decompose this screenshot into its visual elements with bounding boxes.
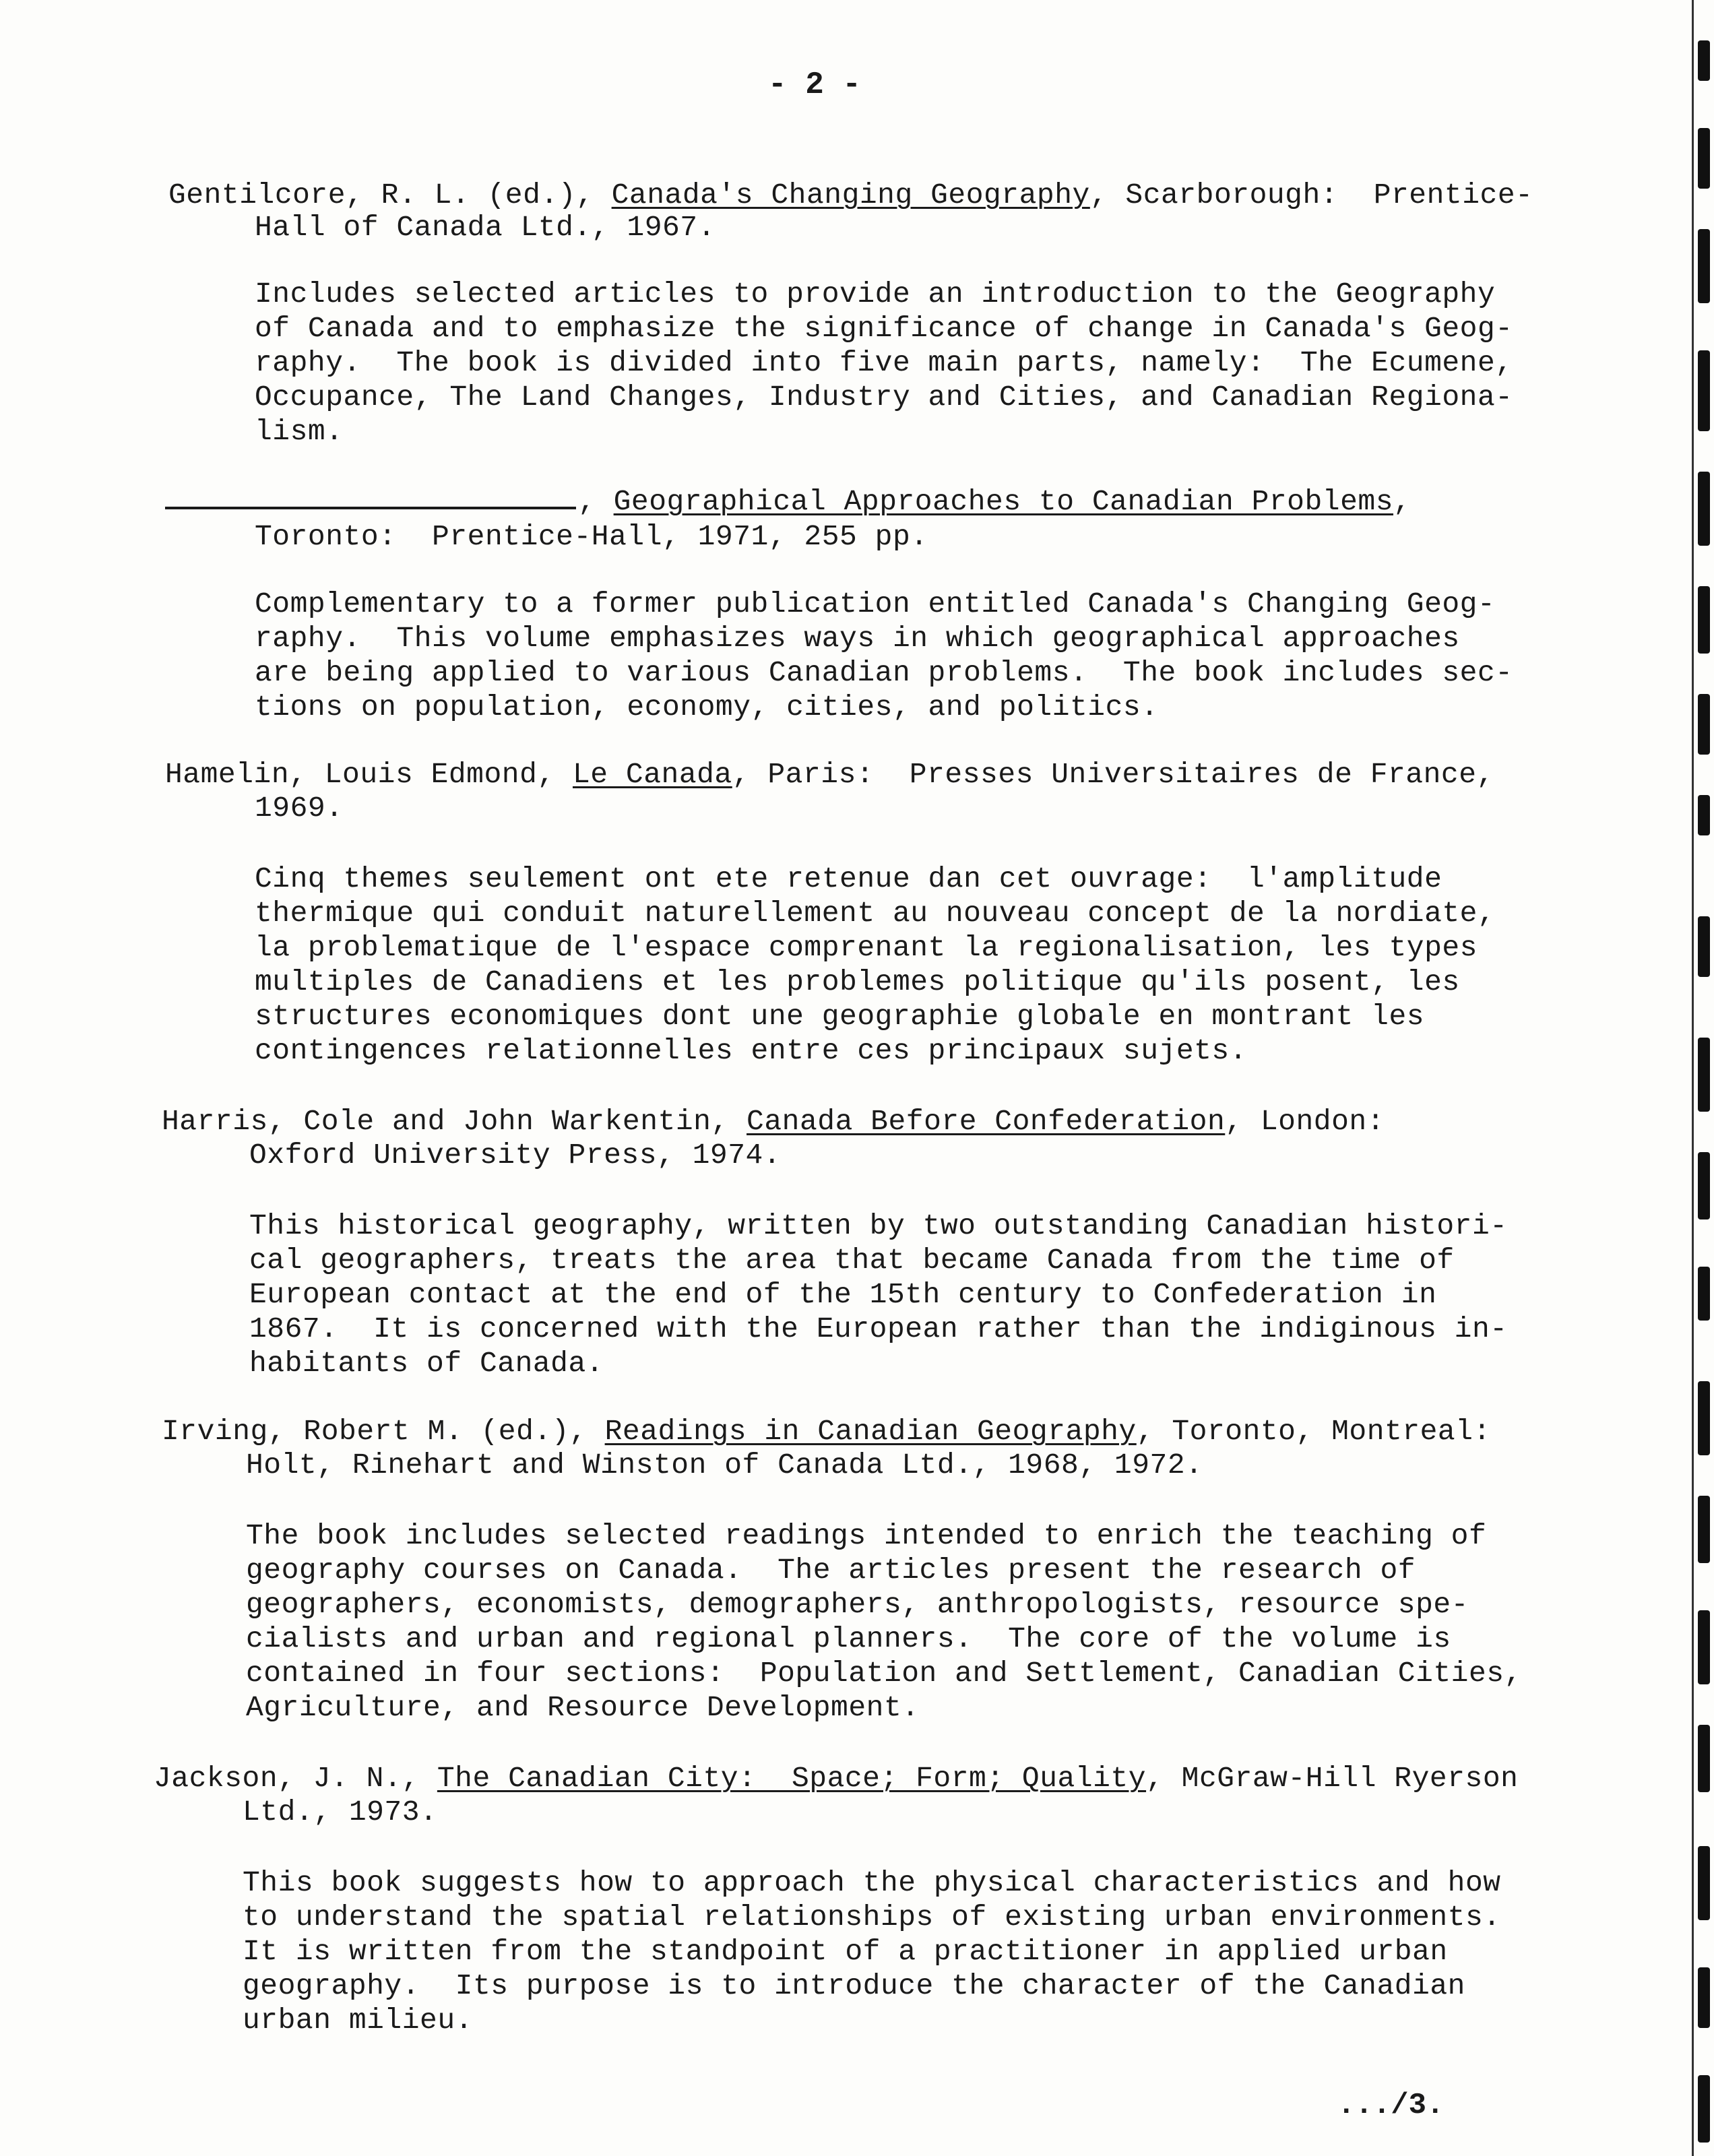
binder-mark <box>1698 795 1710 835</box>
annotation-line: urban milieu. <box>243 2004 473 2037</box>
citation-publisher: , Toronto, Montreal: <box>1136 1415 1491 1448</box>
citation-publisher: Ltd., 1973. <box>243 1796 438 1829</box>
citation-publisher: Hall of Canada Ltd., 1967. <box>255 211 716 244</box>
annotation-line: It is written from the standpoint of a practitioner in applied urban <box>243 1935 1448 1968</box>
annotation-line: This book suggests how to approach the physical characteristics and how <box>243 1866 1501 1899</box>
binder-edge-line <box>1692 0 1694 2156</box>
citation-punct: , <box>1393 485 1411 518</box>
annotation-line: geography courses on Canada. The articles present the research of <box>246 1554 1416 1587</box>
annotation-line: Complementary to a former publication entitled Canada's Changing Geog- <box>255 588 1496 621</box>
citation-line <box>246 1449 1203 1482</box>
citation-publisher: , Scarborough: Prentice- <box>1089 179 1533 212</box>
citation-title: The Canadian City: Space; Form; Quality <box>437 1762 1147 1795</box>
annotation-line: The book includes selected readings intended to enrich the teaching of <box>246 1519 1487 1552</box>
binder-mark <box>1698 1152 1710 1219</box>
citation-publisher: Oxford University Press, 1974. <box>249 1139 782 1172</box>
annotation-line: European contact at the end of the 15th century to Confederation in <box>249 1278 1437 1311</box>
annotation-line: Cinq themes seulement ont ete retenue dan cet ouvrage: l'amplitude <box>255 862 1442 895</box>
binder-mark <box>1698 2075 1710 2143</box>
citation-author: Hamelin, Louis Edmond, <box>165 758 573 791</box>
annotation-line: This historical geography, written by two outstanding Canadian histori- <box>249 1209 1508 1242</box>
citation-line <box>162 1105 1385 1139</box>
annotation-line: Includes selected articles to provide an introduction to the Geography <box>255 278 1496 311</box>
citation-line <box>255 520 928 554</box>
continuation-marker: .../3. <box>1337 2089 1445 2122</box>
citation-author: Gentilcore, R. L. (ed.), <box>168 179 612 212</box>
author-repeat-rule <box>165 507 576 509</box>
citation-line <box>168 179 1533 212</box>
binder-mark <box>1698 229 1710 303</box>
binder-mark <box>1698 1610 1710 1684</box>
annotation-line: of Canada and to emphasize the significance of change in Canada's Geog- <box>255 312 1513 345</box>
citation-title: Readings in Canadian Geography <box>604 1415 1137 1448</box>
binder-mark <box>1698 40 1710 81</box>
binder-mark <box>1698 1846 1710 1920</box>
annotation-line: raphy. The book is divided into five main parts, namely: The Ecumene, <box>255 346 1513 379</box>
annotation-line: la problematique de l'espace comprenant la regionalisation, les types <box>255 931 1478 964</box>
annotation-line: geography. Its purpose is to introduce the character of the Canadian <box>243 1969 1465 2002</box>
citation-year: 1969. <box>255 792 344 825</box>
annotation-line: Agriculture, and Resource Development. <box>246 1691 920 1724</box>
citation-publisher: Toronto: Prentice-Hall, 1971, 255 pp. <box>255 520 928 553</box>
citation-line <box>162 1415 1491 1449</box>
binder-mark <box>1698 128 1710 189</box>
citation-publisher: , London: <box>1225 1105 1385 1138</box>
citation-title: Geographical Approaches to Canadian Problems <box>613 485 1394 518</box>
citation-publisher: , McGraw-Hill Ryerson <box>1146 1762 1519 1795</box>
annotation-line: cal geographers, treats the area that became Canada from the time of <box>249 1244 1455 1277</box>
citation-author: Jackson, J. N., <box>154 1762 437 1795</box>
citation-title: Canada Before Confederation <box>747 1105 1226 1138</box>
binder-mark <box>1698 586 1710 654</box>
binder-mark <box>1698 350 1710 431</box>
citation-line <box>154 1762 1518 1796</box>
annotation-line: multiples de Canadiens et les problemes politique qu'ils posent, les <box>255 965 1460 998</box>
binder-mark <box>1698 1967 1710 2028</box>
binder-mark <box>1698 1038 1710 1112</box>
annotation-line: 1867. It is concerned with the European rather than the indiginous in- <box>249 1312 1508 1345</box>
citation-title: Le Canada <box>573 758 732 791</box>
citation-line <box>255 211 716 245</box>
page-number: - 2 - <box>768 67 862 102</box>
binder-mark <box>1698 1725 1710 1792</box>
annotation-line: structures economiques dont une geographie globale en montrant les <box>255 1000 1425 1033</box>
citation-publisher: Holt, Rinehart and Winston of Canada Ltd., 1968, 1972. <box>246 1449 1203 1482</box>
citation-line <box>165 758 1494 792</box>
citation-publisher: , Paris: Presses Universitaires de France, <box>732 758 1494 791</box>
annotation-line: tions on population, economy, cities, and politics. <box>255 691 1159 724</box>
annotation-line: Occupance, The Land Changes, Industry and Cities, and Canadian Regiona- <box>255 381 1513 414</box>
citation-line <box>249 1139 781 1172</box>
binder-mark <box>1698 1496 1710 1563</box>
annotation-line: are being applied to various Canadian problems. The book includes sec- <box>255 656 1513 689</box>
citation-author: Harris, Cole and John Warkentin, <box>162 1105 747 1138</box>
annotation-line: to understand the spatial relationships of existing urban environments. <box>243 1901 1501 1934</box>
binder-mark <box>1698 472 1710 546</box>
binder-edge <box>1674 0 1714 2156</box>
annotation-line: cialists and urban and regional planners. The core of the volume is <box>246 1622 1451 1655</box>
annotation-line: thermique qui conduit naturellement au nouveau concept de la nordiate, <box>255 897 1496 930</box>
annotation-line: geographers, economists, demographers, anthropologists, resource spe- <box>246 1588 1469 1621</box>
citation-line <box>578 485 1411 519</box>
annotation-line: habitants of Canada. <box>249 1347 604 1380</box>
binder-mark <box>1698 1267 1710 1321</box>
citation-author: Irving, Robert M. (ed.), <box>162 1415 605 1448</box>
annotation-line: contingences relationnelles entre ces principaux sujets. <box>255 1034 1248 1067</box>
annotation-line: raphy. This volume emphasizes ways in which geographical approaches <box>255 622 1460 655</box>
binder-mark <box>1698 916 1710 977</box>
citation-dash-comma: , <box>578 485 596 518</box>
annotation-line: contained in four sections: Population and Settlement, Canadian Cities, <box>246 1657 1522 1690</box>
citation-title: Canada's Changing Geography <box>611 179 1090 212</box>
citation-line <box>243 1796 437 1829</box>
annotation-line: lism. <box>255 415 344 448</box>
binder-mark <box>1698 1381 1710 1455</box>
binder-mark <box>1698 694 1710 755</box>
citation-line <box>255 792 344 825</box>
